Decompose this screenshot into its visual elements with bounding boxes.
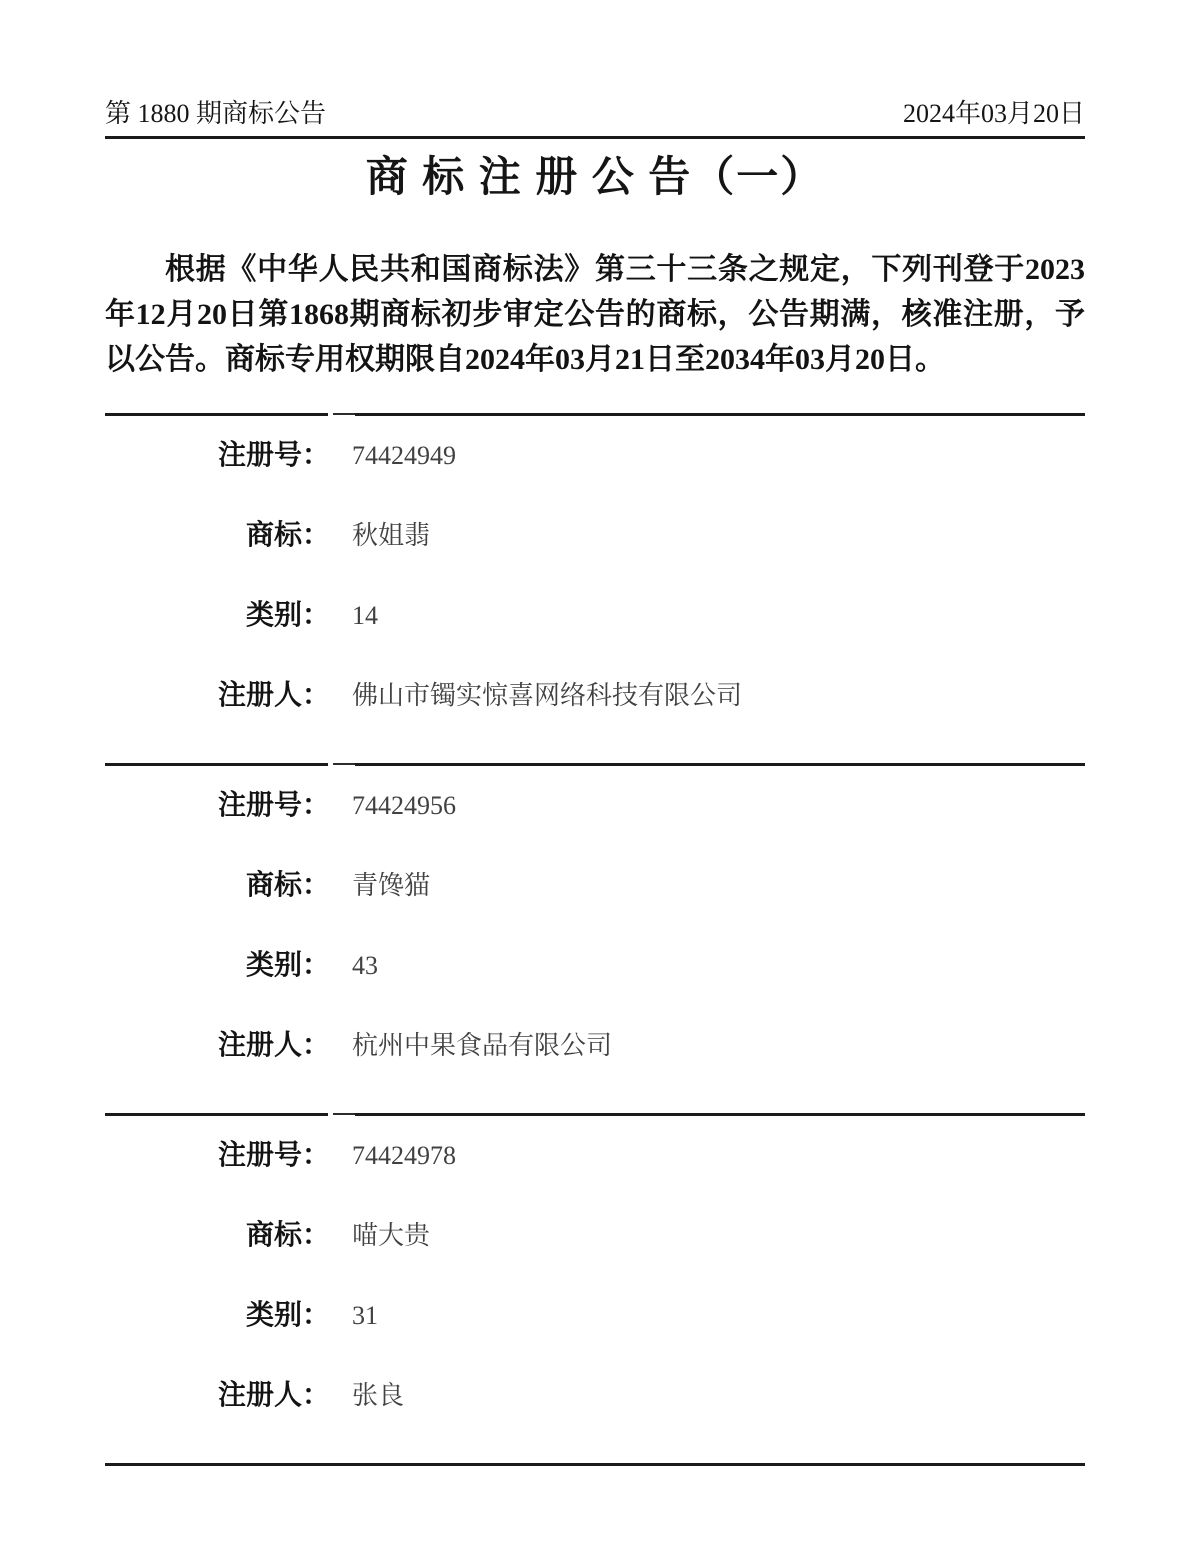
registrant-label: 注册人： (217, 680, 330, 711)
registration-number-row (105, 433, 1085, 471)
registration-number-value: 74424949 (352, 441, 456, 470)
trademark-name-row (105, 863, 1085, 901)
records-list (105, 413, 1085, 1466)
category-label: 类别： (245, 1300, 330, 1331)
trademark-name-row (105, 1213, 1085, 1251)
registrant-row (105, 1023, 1085, 1061)
category-row (105, 593, 1085, 631)
record-separator (105, 763, 1085, 766)
category-row (105, 943, 1085, 981)
trademark-label: 商标： (245, 520, 330, 551)
record-separator (105, 413, 1085, 416)
trademark-name-row (105, 513, 1085, 551)
trademark-record-2 (105, 763, 1085, 1113)
registration-number-label: 注册号： (217, 440, 330, 471)
category-row (105, 1293, 1085, 1331)
intro-paragraph: 根据《中华人民共和国商标法》第三十三条之规定，下列刊登于2023年12月20日第1868期商标初步审定公告的商标，公告期满，核准注册，予以公告。商标专用权期限自2024年03月21日至2034年03月20日。 (105, 253, 1085, 376)
registration-number-value: 74424956 (352, 791, 456, 820)
page-title: 商 标 注 册 公 告（一） (365, 155, 825, 201)
page-header (105, 98, 1085, 139)
registrant-value: 佛山市镯实惊喜网络科技有限公司 (352, 681, 743, 710)
category-value: 14 (352, 601, 378, 630)
registration-number-row (105, 783, 1085, 821)
category-value: 31 (352, 1301, 378, 1330)
registration-number-value: 74424978 (352, 1141, 456, 1170)
trademark-value: 喵大贵 (352, 1221, 431, 1250)
trademark-record-1 (105, 413, 1085, 763)
registration-number-label: 注册号： (217, 1140, 330, 1171)
trademark-record-3 (105, 1113, 1085, 1463)
registrant-row (105, 1373, 1085, 1411)
registration-number-row (105, 1133, 1085, 1171)
registrant-row (105, 673, 1085, 711)
gazette-issue-number: 第 1880 期商标公告 (105, 99, 327, 128)
bottom-rule (105, 1463, 1085, 1466)
category-label: 类别： (245, 600, 330, 631)
trademark-value: 青馋猫 (352, 871, 431, 900)
record-separator (105, 1113, 1085, 1116)
category-value: 43 (352, 951, 378, 980)
registration-number-label: 注册号： (217, 790, 330, 821)
gazette-date: 2024年03月20日 (902, 99, 1085, 128)
trademark-label: 商标： (245, 870, 330, 901)
registrant-value: 杭州中果食品有限公司 (352, 1031, 613, 1060)
registrant-value: 张良 (352, 1381, 405, 1410)
category-label: 类别： (245, 950, 330, 981)
registrant-label: 注册人： (217, 1030, 330, 1061)
trademark-label: 商标： (245, 1220, 330, 1251)
trademark-value: 秋姐翡 (352, 521, 431, 550)
registrant-label: 注册人： (217, 1380, 330, 1411)
